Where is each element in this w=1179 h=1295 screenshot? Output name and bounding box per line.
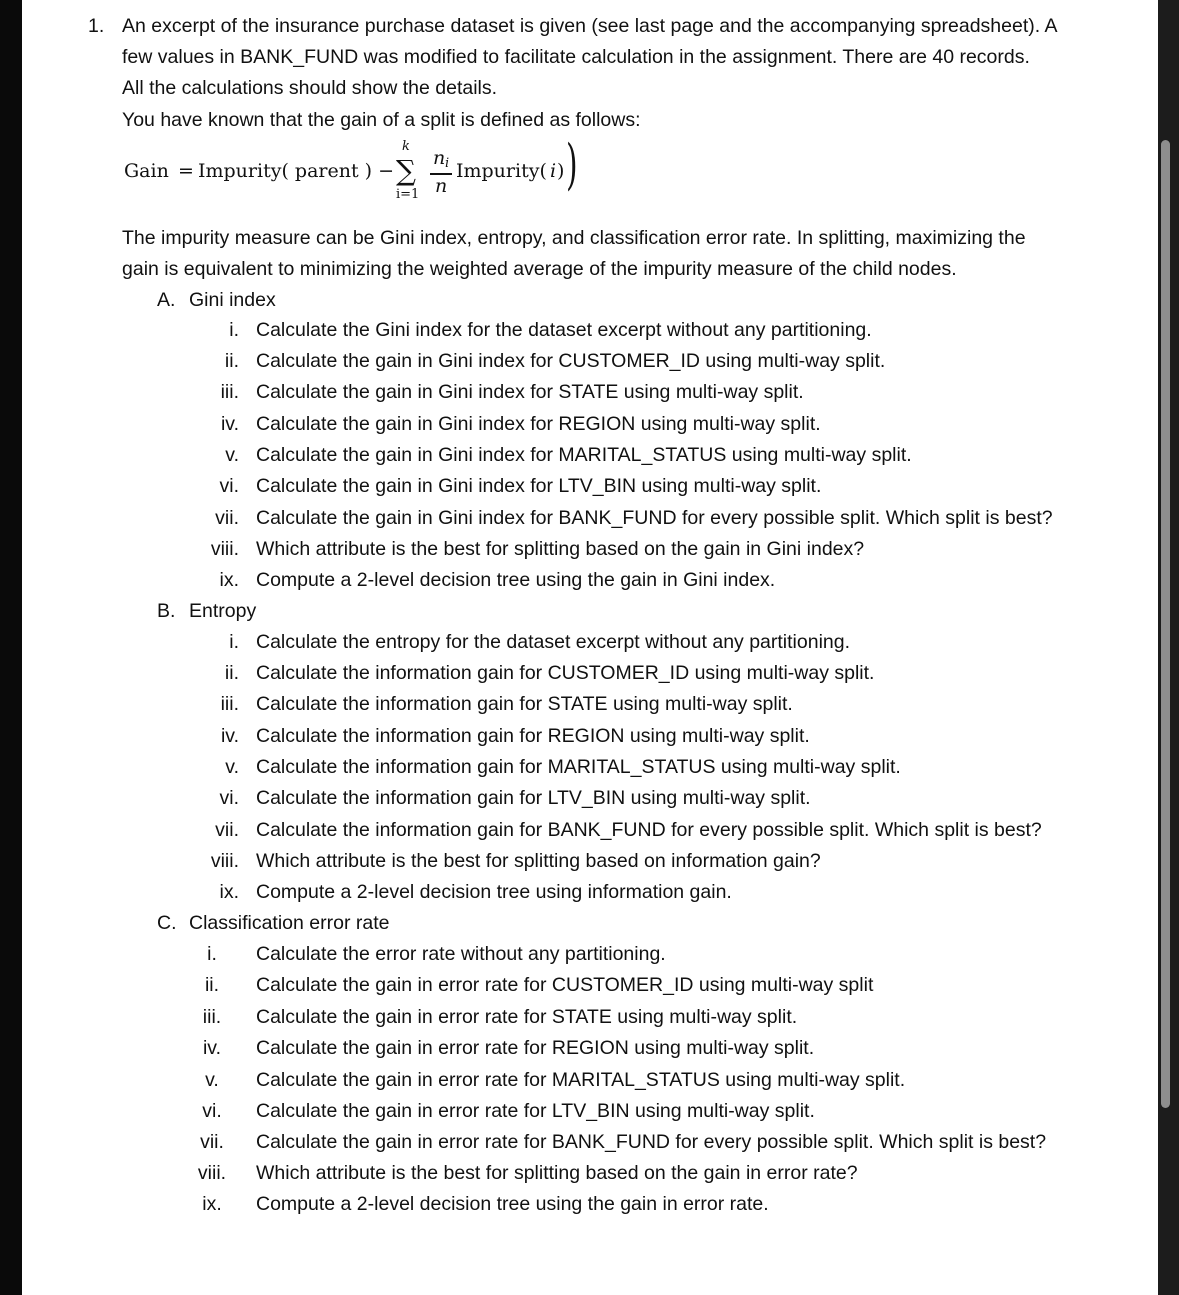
intro-line-1: An excerpt of the insurance purchase dataset is given (see last page and the accompanying spreadsheet). A bbox=[122, 15, 1058, 37]
section-b-item-5: Calculate the information gain for MARITAL_STATUS using multi-way split. bbox=[256, 756, 901, 778]
section-a-title: Gini index bbox=[189, 289, 276, 311]
formula-gain: Gain bbox=[124, 160, 169, 182]
formula-sum-lower: i=1 bbox=[396, 187, 420, 202]
section-c-item-6-num: vi. bbox=[202, 1100, 222, 1122]
section-c-item-4: Calculate the gain in error rate for REGION using multi-way split. bbox=[256, 1037, 815, 1059]
section-b-item-1-num: i. bbox=[229, 631, 239, 653]
intro-line-4: You have known that the gain of a split is defined as follows: bbox=[122, 109, 641, 131]
section-a-item-4: Calculate the gain in Gini index for REGION using multi-way split. bbox=[256, 413, 821, 435]
section-c-item-7: Calculate the gain in error rate for BANK_FUND for every possible split. Which split is best? bbox=[256, 1131, 1047, 1153]
section-b-item-9-num: ix. bbox=[219, 881, 239, 903]
section-a-item-3: Calculate the gain in Gini index for STATE using multi-way split. bbox=[256, 381, 804, 403]
section-b-item-9: Compute a 2-level decision tree using information gain. bbox=[256, 881, 732, 903]
section-b-item-3-num: iii. bbox=[220, 693, 239, 715]
section-a-item-1-num: i. bbox=[229, 319, 239, 341]
body-line-2: gain is equivalent to minimizing the weighted average of the impurity measure of the child nodes. bbox=[122, 258, 957, 280]
section-c-item-6: Calculate the gain in error rate for LTV_BIN using multi-way split. bbox=[256, 1100, 815, 1122]
formula-close-paren: ) bbox=[557, 160, 565, 182]
section-a-item-7: Calculate the gain in Gini index for BANK_FUND for every possible split. Which split is best? bbox=[256, 507, 1053, 529]
formula-impurity-parent: Impurity( parent ) − bbox=[198, 160, 395, 182]
section-c-item-2: Calculate the gain in error rate for CUSTOMER_ID using multi-way split bbox=[256, 974, 874, 996]
section-b-item-8: Which attribute is the best for splitting based on information gain? bbox=[256, 850, 821, 872]
formula-big-paren: ) bbox=[566, 133, 578, 196]
section-c-letter: C. bbox=[157, 912, 177, 934]
intro-line-2: few values in BANK_FUND was modified to facilitate calculation in the assignment. There are 40 records. bbox=[122, 46, 1030, 68]
section-c-item-5: Calculate the gain in error rate for MARITAL_STATUS using multi-way split. bbox=[256, 1069, 906, 1091]
section-a-item-6-num: vi. bbox=[219, 475, 239, 497]
section-a-item-5-num: v. bbox=[225, 444, 239, 466]
body-line-1: The impurity measure can be Gini index, entropy, and classification error rate. In splitting, maximizing the bbox=[122, 227, 1026, 249]
formula-sigma: ∑ bbox=[396, 154, 416, 187]
section-b-item-1: Calculate the entropy for the dataset excerpt without any partitioning. bbox=[256, 631, 851, 653]
formula-numerator-sub: i bbox=[445, 156, 450, 171]
section-b-item-3: Calculate the information gain for STATE using multi-way split. bbox=[256, 693, 793, 715]
section-a-item-3-num: iii. bbox=[220, 381, 239, 403]
section-c-item-7-num: vii. bbox=[200, 1131, 224, 1153]
section-a-item-9: Compute a 2-level decision tree using the gain in Gini index. bbox=[256, 569, 776, 591]
formula-impurity-child: Impurity( bbox=[456, 160, 547, 182]
section-c-item-9-num: ix. bbox=[202, 1193, 222, 1215]
section-b-item-2: Calculate the information gain for CUSTOMER_ID using multi-way split. bbox=[256, 662, 875, 684]
formula-child-index: i bbox=[550, 160, 557, 182]
section-c-item-9: Compute a 2-level decision tree using the gain in error rate. bbox=[256, 1193, 769, 1215]
section-b-title: Entropy bbox=[189, 600, 257, 622]
section-c-title: Classification error rate bbox=[189, 912, 390, 934]
formula-denominator: n bbox=[435, 175, 448, 197]
section-c-item-4-num: iv. bbox=[202, 1037, 222, 1059]
section-a-item-2: Calculate the gain in Gini index for CUSTOMER_ID using multi-way split. bbox=[256, 350, 886, 372]
section-c-item-8-num: viii. bbox=[197, 1162, 227, 1184]
section-c-item-5-num: v. bbox=[205, 1069, 219, 1091]
section-a-item-2-num: ii. bbox=[224, 350, 239, 372]
scrollbar-thumb[interactable] bbox=[1161, 140, 1170, 1108]
section-b-item-7: Calculate the information gain for BANK_FUND for every possible split. Which split is best? bbox=[256, 819, 1042, 841]
formula-numerator: n bbox=[433, 147, 446, 169]
formula-sum-upper: k bbox=[402, 139, 410, 154]
section-c-item-8: Which attribute is the best for splitting based on the gain in error rate? bbox=[256, 1162, 858, 1184]
section-a-item-7-num: vii. bbox=[215, 507, 239, 529]
section-a-item-8: Which attribute is the best for splitting based on the gain in Gini index? bbox=[256, 538, 865, 560]
section-c-item-3-num: iii. bbox=[202, 1006, 222, 1028]
section-a-item-1: Calculate the Gini index for the dataset excerpt without any partitioning. bbox=[256, 319, 872, 341]
section-b-letter: B. bbox=[157, 600, 176, 622]
section-b-item-4: Calculate the information gain for REGION using multi-way split. bbox=[256, 725, 810, 747]
section-a-item-5: Calculate the gain in Gini index for MARITAL_STATUS using multi-way split. bbox=[256, 444, 912, 466]
section-b-item-5-num: v. bbox=[225, 756, 239, 778]
question-number: 1. bbox=[88, 15, 105, 37]
section-b-item-6-num: vi. bbox=[219, 787, 239, 809]
section-a-item-4-num: iv. bbox=[220, 413, 239, 435]
left-margin-strip bbox=[0, 0, 22, 1295]
section-b-item-6: Calculate the information gain for LTV_BIN using multi-way split. bbox=[256, 787, 811, 809]
section-c-item-1: Calculate the error rate without any partitioning. bbox=[256, 943, 666, 965]
section-a-item-6: Calculate the gain in Gini index for LTV_BIN using multi-way split. bbox=[256, 475, 822, 497]
section-c-item-2-num: ii. bbox=[204, 974, 220, 996]
section-a-item-8-num: viii. bbox=[210, 538, 239, 560]
section-a-item-9-num: ix. bbox=[219, 569, 239, 591]
formula-equals: = bbox=[178, 160, 194, 182]
intro-line-3: All the calculations should show the details. bbox=[122, 77, 498, 99]
section-b-item-7-num: vii. bbox=[215, 819, 239, 841]
section-c-item-1-num: i. bbox=[207, 943, 217, 965]
section-b-item-8-num: viii. bbox=[210, 850, 239, 872]
section-b-item-4-num: iv. bbox=[220, 725, 239, 747]
section-c-item-3: Calculate the gain in error rate for STATE using multi-way split. bbox=[256, 1006, 798, 1028]
section-a-letter: A. bbox=[157, 289, 176, 311]
section-b-item-2-num: ii. bbox=[224, 662, 239, 684]
gain-formula bbox=[124, 133, 604, 210]
